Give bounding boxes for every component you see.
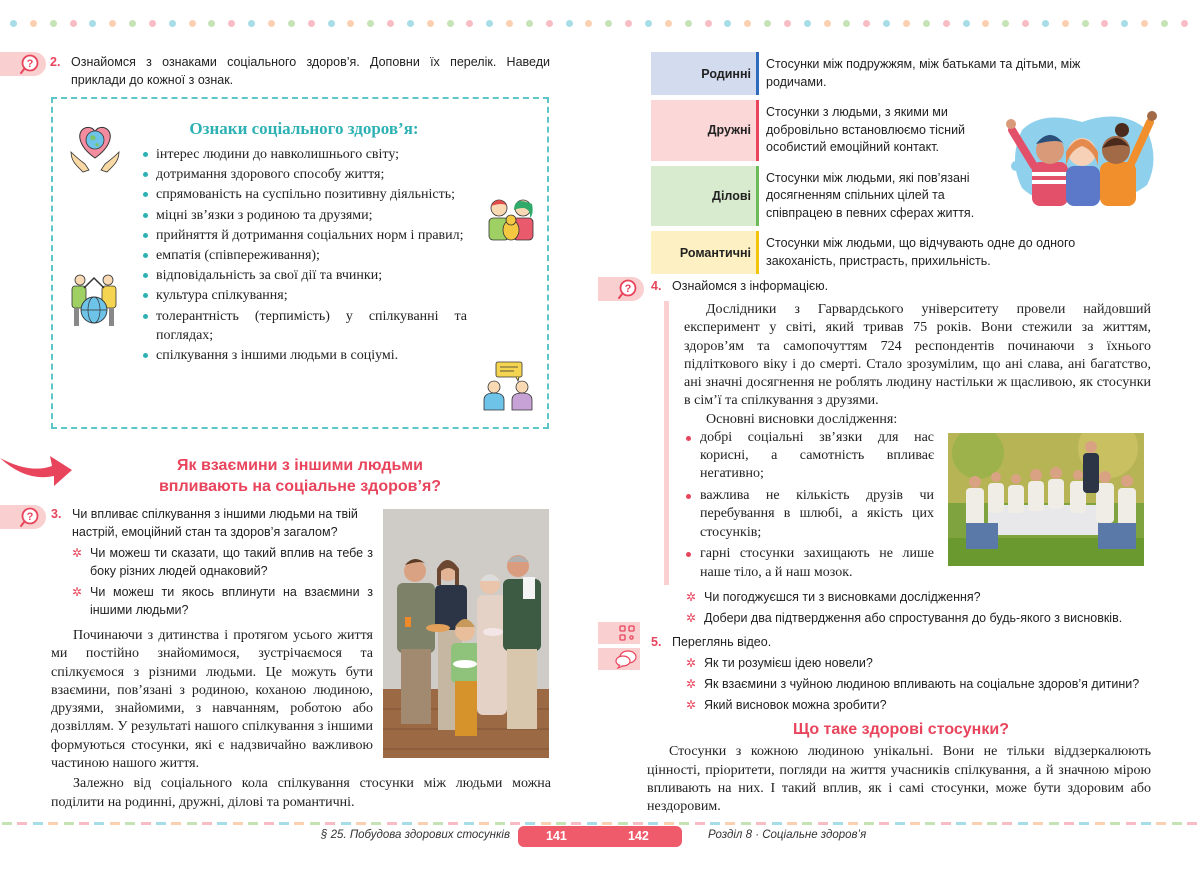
decor-dash [1110,822,1120,825]
task5-subquestion [686,675,1151,693]
decor-dash [171,822,181,825]
subquestion-text: Чи можеш ти сказати, що такий вплив на тебе з боку різних людей однаковий? [90,546,373,578]
decor-dash [787,822,797,825]
conclusions-title: Основні висновки дослідження: [706,411,898,427]
decor-dot [506,20,513,27]
relationship-description: Стосунки з людьми, з якими ми добровільно встановлюємо тісний особистий емоційний контакт. [766,105,966,154]
people-chat-icon [482,360,534,412]
task5-discuss-tab [598,648,640,670]
decor-dash [818,822,828,825]
sun-bullet-icon: ✲ [686,698,697,713]
task3 [51,505,373,541]
decor-dash [341,822,351,825]
outdoor-family-photo [948,433,1144,566]
accent-bar [756,231,759,274]
decor-dash [1018,822,1028,825]
subquestion-text: Чи погоджуєшся ти з висновками дослідження? [704,590,981,605]
relationship-label-box [651,231,759,274]
decor-dot [328,20,335,27]
decor-dash [633,822,643,825]
harvard-study-block [664,301,1151,585]
left-page-number: 141 [546,829,567,843]
list-item: гарні стосунки захищають не лише наше тіло, а й наш мозок. [684,545,934,581]
decor-dot [169,20,176,27]
relationship-label-box [651,100,759,161]
decor-dot [387,20,394,27]
decor-dot [308,20,315,27]
decor-dot [546,20,553,27]
decor-dash [925,822,935,825]
decor-dash [1095,822,1105,825]
decor-dot [30,20,37,27]
decor-dash [233,822,243,825]
info-box-content [141,118,467,366]
decor-dash [556,822,566,825]
decor-dash [941,822,951,825]
decor-dash [356,822,366,825]
sun-bullet-icon: ✲ [686,590,697,605]
decor-dot [1181,20,1188,27]
decor-dot [982,20,989,27]
decor-dash [802,822,812,825]
list-item: важлива не кількість друзів чи перебування в шлюбі, а якість цих стосунків; [684,487,934,542]
task2-tab [0,52,46,76]
svg-text:?: ? [26,58,34,70]
subquestion-text: Який висновок можна зробити? [704,698,887,713]
subquestion-text: Як взаємини з чуйною людиною впливають на соціальне здоров’я дитини? [704,677,1140,692]
sun-bullet-icon: ✲ [72,546,83,560]
decor-dash [433,822,443,825]
decor-dot [824,20,831,27]
decor-dot [347,20,354,27]
family-pet-icon [487,192,535,242]
decor-dash [2,822,12,825]
decor-dot [70,20,77,27]
decor-dot [764,20,771,27]
bottom-dash-border [0,822,1200,825]
list-item: емпатія (співпереживання); [141,246,467,265]
decor-dot [1161,20,1168,27]
decor-dash [879,822,889,825]
right-main-column [647,277,1151,816]
intro-paragraph [51,627,373,773]
decor-dash [264,822,274,825]
decor-dash [464,822,474,825]
task5-subquestion [686,696,1151,714]
decor-dot [1062,20,1069,27]
decor-dash [202,822,212,825]
decor-dash [1126,822,1136,825]
decor-dot [407,20,414,27]
task3-text: Чи впливає спілкування з іншими людьми на твій настрій, емоційний стан та здоров’я загалом? [72,507,358,539]
list-item: спілкування з іншими людьми в соціумі. [141,346,467,365]
question-magnifier-icon [18,506,40,528]
decor-dot [585,20,592,27]
section-heading-relationships [110,455,490,497]
left-lower-column [51,505,551,812]
chat-bubbles-icon [615,649,637,669]
decor-dot [10,20,17,27]
task5-number: 5. [651,635,662,650]
accent-bar [756,100,759,161]
task3-number: 3. [51,507,62,521]
decor-dot [129,20,136,27]
decor-dash [525,822,535,825]
relationship-label: Романтичні [679,245,751,260]
decor-dash [156,822,166,825]
decor-dash [1079,822,1089,825]
heading-line-1: Як взаємини з іншими людьми [177,457,423,474]
decor-dash [1172,822,1182,825]
decor-dot [447,20,454,27]
paragraph-text: Починаючи з дитинства і протягом усього життя ми постійно знайомимося, зустрічаємося та спілкуємося з різними людьми. Це можуть бути взаємини, пов’язані з родиною, коханою людиною, друзями, знайомими, з навчанням, роботою або дозвіллям. У результаті нашого спілкування з іншими формуються стосунки, які є надзвичайно важливою частиною нашого життя. [51,628,373,772]
section-heading-healthy-relationships: Що таке здорові стосунки? [793,721,1009,739]
decor-dash [510,822,520,825]
list-item: прийняття й дотримання соціальних норм і правил; [141,226,467,245]
task4 [651,277,1151,295]
social-health-signs-list [141,145,467,365]
decor-dash [864,822,874,825]
decor-dash [187,822,197,825]
decor-dash [294,822,304,825]
paragraph-text: Дослідники з Гарвардського університету провели найдовший експеримент у світі, який тривав 75 років. Вони стежили за життям, здоров’ям та самопочуттям 724 респондентів починаючи з їхнього підліткового віку і до смерті. Стало зрозумілим, що ані слава, ані багатство, ані значні досягнення не роблять людину настільки ж щасливою, як стосунки в сім’ї та спілкування з друзями. [684,302,1151,409]
healthy-relationships-paragraph [647,743,1151,816]
decor-dot [1022,20,1029,27]
decor-dot [963,20,970,27]
decor-dash [418,822,428,825]
decor-dash [725,822,735,825]
decor-dot [625,20,632,27]
decor-dash [1033,822,1043,825]
heart-globe-hands-icon [68,118,122,174]
sun-bullet-icon: ✲ [686,677,697,692]
paragraph-text: Залежно від соціального кола спілкування стосунки між людьми можна поділити на родинні, дружні, ділові та романтичні. [51,776,551,810]
decor-dot [566,20,573,27]
decor-dash [1002,822,1012,825]
task2-text: Ознайомся з ознаками соціального здоров’я. Доповни їх перелік. Наведи приклади до кожної з ознак. [71,55,550,87]
subquestion-text: Добери два підтвердження або спростування до будь-якого з висновків. [704,611,1123,626]
task5-subquestion [686,654,1151,672]
decor-dot [903,20,910,27]
decor-dot [605,20,612,27]
decor-dash [248,822,258,825]
decor-dash [618,822,628,825]
task5-text: Переглянь відео. [672,635,772,650]
decor-dash [848,822,858,825]
decor-dot [526,20,533,27]
decor-dash [833,822,843,825]
task4-subquestion [686,588,1151,606]
study-conclusions-list [684,429,934,585]
arrow-right-icon [0,452,74,488]
decor-dot [427,20,434,27]
decor-dot [288,20,295,27]
list-item: інтерес людини до навколишнього світу; [141,145,467,164]
decor-dot [486,20,493,27]
list-item: культура спілкування; [141,286,467,305]
decor-dash [79,822,89,825]
decor-dot [744,20,751,27]
top-dot-border [0,20,1200,30]
decor-dash [48,822,58,825]
decor-dash [648,822,658,825]
task3-tab [0,505,46,529]
list-item: дотримання здорового способу життя; [141,165,467,184]
relationship-description: Стосунки між людьми, що відчувають одне до одного закоханість, пристрасть, прихильність. [766,236,1076,268]
decor-dash [587,822,597,825]
heading-line-2: впливають на соціальне здоров’я? [158,478,442,495]
people-globe-icon [68,272,120,328]
decor-dot [268,20,275,27]
decor-dash [664,822,674,825]
decor-dash [541,822,551,825]
decor-dot [367,20,374,27]
decor-dot [1101,20,1108,27]
decor-dash [110,822,120,825]
footer-section-caption: § 25. Побудова здорових стосунків [321,829,510,841]
task2-number: 2. [50,55,61,69]
paragraph-text: Стосунки з кожною людиною унікальні. Вони не тільки віддзеркалюють цінності, пріоритети, погляди на життя учасників спілкування, а й значною мірою впливають на них. І такий вплив, як і самі стосунки, може бути здоровим або нездоровим. [647,744,1151,815]
decor-dot [1082,20,1089,27]
task4-text: Ознайомся з інформацією. [672,279,829,293]
decor-dash [1141,822,1151,825]
list-item: добрі соціальні зв’язки для нас корисні, а самотність впливає негативно; [684,429,934,484]
question-magnifier-icon [616,278,638,300]
relationship-type-romantic [651,231,1151,274]
list-item: міцні зв’язки з родиною та друзями; [141,206,467,225]
decor-dash [402,822,412,825]
decor-dash [141,822,151,825]
accent-bar [756,166,759,227]
decor-dash [772,822,782,825]
decor-dot [208,20,215,27]
decor-dash [448,822,458,825]
decor-dot [1121,20,1128,27]
task5-qr-tab[interactable] [598,622,640,644]
right-page-number: 142 [628,829,649,843]
decor-dot [228,20,235,27]
decor-dot [466,20,473,27]
decor-dash [679,822,689,825]
task4-tab [598,277,644,301]
subquestion-text: Чи можеш ти якось вплинути на взаємини з іншими людьми? [90,585,373,617]
decor-dot [665,20,672,27]
subquestion-text: Як ти розумієш ідею новели? [704,656,873,671]
relationship-label: Дружні [707,123,751,138]
decor-dot [1042,20,1049,27]
page-number-pill [518,826,682,847]
friends-waving-illustration [1002,100,1162,210]
decor-dot [943,20,950,27]
decor-dash [17,822,27,825]
sun-bullet-icon: ✲ [72,585,83,599]
task4-subquestion [686,609,1151,627]
decor-dot [923,20,930,27]
decor-dash [1187,822,1197,825]
task4-number: 4. [651,279,662,293]
decor-dot [248,20,255,27]
sun-bullet-icon: ✲ [686,611,697,626]
relationship-label-box [651,52,759,95]
relationship-label: Ділові [712,188,751,203]
decor-dash [972,822,982,825]
decor-dot [705,20,712,27]
decor-dot [645,20,652,27]
relationship-description: Стосунки між подружжям, між батьками та дітьми, між родичами. [766,57,1081,89]
decor-dot [109,20,116,27]
decor-dash [1064,822,1074,825]
decor-dash [217,822,227,825]
decor-dot [863,20,870,27]
svg-text:?: ? [624,283,632,295]
decor-dot [1002,20,1009,27]
list-item: спрямованість на суспільно позитивну діяльність; [141,185,467,204]
list-item: толерантність (терпимість) у спілкуванні та поглядах; [141,307,467,345]
decor-dot [784,20,791,27]
decor-dash [325,822,335,825]
decor-dash [387,822,397,825]
decor-dot [149,20,156,27]
decor-dash [695,822,705,825]
decor-dot [724,20,731,27]
classification-paragraph [51,775,551,812]
decor-dash [895,822,905,825]
decor-dash [125,822,135,825]
quote-accent-bar [664,301,669,585]
svg-text:?: ? [26,511,34,523]
harvard-study-paragraph [684,301,1151,429]
decor-dash [33,822,43,825]
question-magnifier-icon [18,53,40,75]
decor-dash [1049,822,1059,825]
decor-dot [50,20,57,27]
task3-subquestion [72,544,373,580]
sun-bullet-icon: ✲ [686,656,697,671]
decor-dash [602,822,612,825]
decor-dash [987,822,997,825]
decor-dot [189,20,196,27]
decor-dash [495,822,505,825]
decor-dash [371,822,381,825]
decor-dash [310,822,320,825]
decor-dot [89,20,96,27]
decor-dash [94,822,104,825]
qr-code-icon[interactable] [618,624,636,642]
footer-chapter-caption: Розділ 8 · Соціальне здоров’я [708,829,867,841]
relationship-description: Стосунки між людьми, які пов’язані досягненням спільних цілей та співпрацею в певних сферах життя. [766,170,975,220]
task3-subquestion [72,583,373,619]
task2 [50,53,550,89]
conclusions-row [684,429,1151,585]
info-box-title: Ознаки соціального здоров’я: [189,119,419,138]
decor-dot [883,20,890,27]
decor-dash [279,822,289,825]
decor-dash [479,822,489,825]
decor-dash [64,822,74,825]
decor-dot [685,20,692,27]
relationship-label: Родинні [701,66,751,81]
relationship-label-box [651,166,759,227]
task5 [651,633,1151,651]
relationship-type-family [651,52,1151,95]
decor-dot [804,20,811,27]
decor-dash [756,822,766,825]
decor-dash [956,822,966,825]
decor-dot [843,20,850,27]
decor-dash [1156,822,1166,825]
decor-dash [571,822,581,825]
decor-dot [1141,20,1148,27]
list-item: відповідальність за свої дії та вчинки; [141,266,467,285]
decor-dash [741,822,751,825]
accent-bar [756,52,759,95]
decor-dash [910,822,920,825]
decor-dash [710,822,720,825]
